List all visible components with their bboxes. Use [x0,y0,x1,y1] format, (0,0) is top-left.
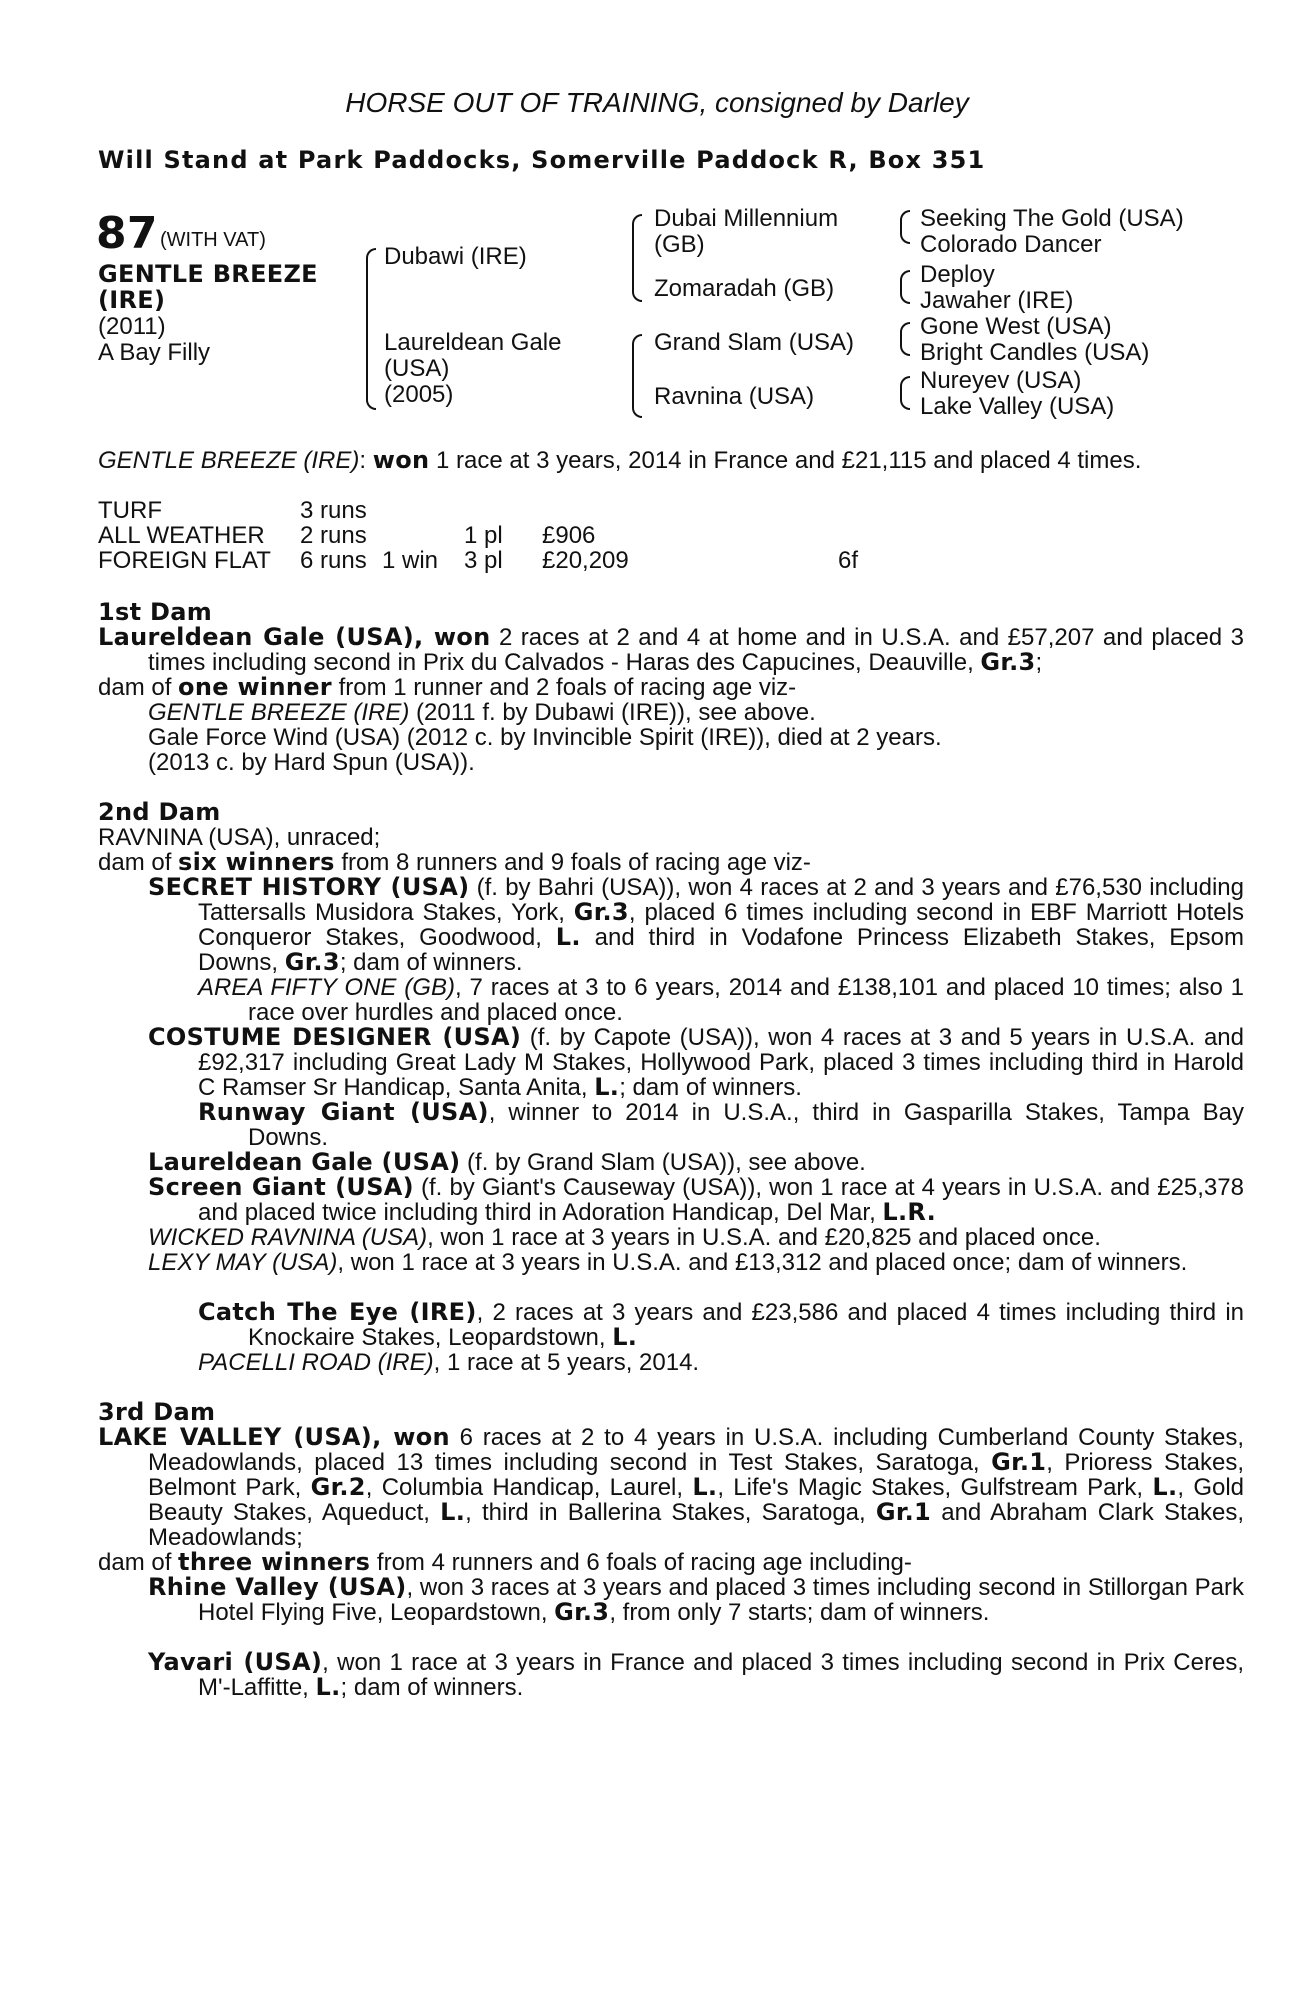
pedigree-sire-sire: Dubai Millennium [654,205,839,232]
progeny-item [148,1250,1244,1275]
progeny-item [198,975,1244,1025]
record-surface: ALL WEATHER [98,522,265,549]
progeny-item [148,1650,1244,1700]
progeny-text: (f. by Giant's Causeway (USA)), won 1 race at 4 years in U.S.A. and £25,378 and placed twice including third in Adoration Handicap, Del Mar, [198,1174,1244,1226]
progeny-text: , 2 races at 3 years and £23,586 and placed 4 times including third in Knockaire Stakes, Leopardstown, [248,1299,1244,1351]
progeny-name: PACELLI ROAD (IRE) [198,1349,434,1376]
winners-count: six winners [178,848,335,876]
progeny-text: (2011 f. by Dubawi (IRE)), see above. [409,699,816,726]
third-dam-produce [98,1550,912,1575]
pedigree-brace [366,332,376,410]
record-surface: TURF [98,497,162,524]
progeny-text: , from only 7 starts; dam of winners. [609,1599,990,1626]
pedigree-brace [900,226,910,244]
progeny-text: , won 1 race at 3 years in France and placed 3 times including second in Prix Ceres, M'-Laffitte, [198,1649,1244,1701]
dam-of-text: from 4 runners and 6 foals of racing age including- [370,1549,912,1576]
second-dam-intro: RAVNINA (USA), unraced; [98,824,381,851]
record-surface: FOREIGN FLAT [98,547,271,574]
progeny-text: , winner to 2014 in U.S.A., third in Gasparilla Stakes, Tampa Bay Downs. [248,1099,1244,1151]
progeny-text: (f. by Grand Slam (USA)), see above. [460,1149,866,1176]
progeny-text: , won 1 race at 3 years in U.S.A. and £13,312 and placed once; dam of winners. [337,1249,1188,1276]
summary-colon: : [359,447,367,474]
progeny-name: AREA FIFTY ONE (GB) [198,974,455,1001]
progeny-name: Rhine Valley (USA) [148,1573,407,1601]
progeny-item: (2013 c. by Hard Spun (USA)). [148,749,475,776]
pedigree-g3: Lake Valley (USA) [920,393,1115,420]
pedigree-g3: Gone West (USA) [920,313,1112,340]
lot-vat: (WITH VAT) [160,229,266,251]
grade-badge: L. [594,1073,620,1101]
third-dam-text: , Columbia Handicap, Laurel, [365,1474,693,1501]
first-dam-heading: 1st Dam [98,598,213,626]
progeny-text: , won 3 races at 3 years and placed 3 times including second in Stillorgan Park Hotel Flying Five, Leopardstown, [198,1574,1244,1626]
progeny-item: Gale Force Wind (USA) (2012 c. by Invincible Spirit (IRE)), died at 2 years. [148,724,942,751]
pedigree-dam: (2005) [384,381,454,408]
third-dam-heading: 3rd Dam [98,1398,216,1426]
pedigree-brace [632,214,642,258]
third-dam-name: LAKE VALLEY (USA) [98,1423,373,1451]
third-dam-text: , third in Ballerina Stakes, Saratoga, [465,1499,876,1526]
pedigree-sire-sire: (GB) [654,231,705,258]
record-wins: 1 win [382,547,439,574]
record-runs: 3 runs [300,497,367,524]
third-dam-text: , Life's Magic Stakes, Gulfstream Park, [717,1474,1153,1501]
second-dam-produce [98,850,811,875]
summary-name: GENTLE BREEZE (IRE) [98,447,360,474]
pedigree-g3: Colorado Dancer [920,231,1102,258]
third-dam-won: , won [372,1423,450,1451]
first-dam-won: , won [413,623,491,651]
first-dam-name: Laureldean Gale (USA) [98,623,414,651]
progeny-text: , placed 6 times including second in EBF Marriott Hotels Conqueror Stakes, Goodwood, [198,899,1244,951]
dam-of-text: from 8 runners and 9 foals of racing age viz- [334,849,811,876]
grade-badge: L. [315,1673,341,1701]
grade-badge: L. [1152,1473,1178,1501]
third-dam-text: 6 races at 2 to 4 years in U.S.A. including Cumberland County Stakes, Meadowlands, placed 13 times including second in Test Stakes, Saratoga, [148,1424,1245,1476]
progeny-text: , 1 race at 5 years, 2014. [433,1349,700,1376]
winners-count: one winner [178,673,332,701]
second-dam-heading: 2nd Dam [98,798,221,826]
progeny-item [148,700,816,725]
grade-badge: Gr.3 [554,1598,610,1626]
progeny-name: WICKED RAVNINA (USA) [148,1224,428,1251]
progeny-text: , won 1 race at 3 years in U.S.A. and £20,825 and placed once. [427,1224,1101,1251]
grade-badge: L. [692,1473,718,1501]
progeny-item [198,1300,1244,1350]
pedigree-brace [366,248,376,334]
progeny-text: ; dam of winners. [339,949,523,976]
progeny-text: (f. by Bahri (USA)), won 4 races at 2 and 3 years and £76,530 including Tattersalls Musidora Stakes, York, [198,874,1244,926]
pedigree-brace [632,334,642,378]
grade-badge: Gr.3 [980,648,1036,676]
pedigree-dam: (USA) [384,355,450,382]
record-placed: 1 pl [464,522,503,549]
progeny-item [148,1150,1244,1175]
record-placed: 3 pl [464,547,503,574]
lot-number: 87 [96,208,158,259]
progeny-item [148,1575,1244,1625]
record-runs: 6 runs [300,547,367,574]
pedigree-g3: Nureyev (USA) [920,367,1082,394]
progeny-item [148,1225,1244,1250]
progeny-name: Screen Giant (USA) [148,1173,414,1201]
pedigree-g3: Jawaher (IRE) [920,287,1074,314]
third-dam-text: and Abraham Clark Stakes, Meadowlands; [148,1499,1244,1551]
header-title: HORSE OUT OF TRAINING, consigned by Darley [345,87,969,118]
header-location: Will Stand at Park Paddocks, Somerville Paddock R, Box 351 [98,146,986,174]
progeny-text: and third in Vodafone Princess Elizabeth Stakes, Epsom Downs, [198,924,1245,976]
grade-badge: Gr.1 [875,1498,932,1526]
third-dam-text: , Prioress Stakes, Belmont Park, [148,1449,1244,1501]
progeny-item [148,875,1244,975]
grade-badge: L. [555,923,581,951]
pedigree-g3: Deploy [920,261,995,288]
pedigree-dam: Laureldean Gale [384,329,562,356]
progeny-text: ; dam of winners. [619,1074,802,1101]
pedigree-g3: Bright Candles (USA) [920,339,1150,366]
progeny-item [148,1025,1244,1100]
progeny-name: Catch The Eye (IRE) [198,1298,477,1326]
first-dam-record [98,625,1244,675]
lot-year: (2011) [98,313,166,340]
lot-name-line2: (IRE) [98,286,166,314]
pedigree-brace [900,338,910,356]
first-dam-text: ; [1035,649,1043,676]
dam-of-label: dam of [98,1549,179,1576]
pedigree-g3: Seeking The Gold (USA) [920,205,1184,232]
third-dam-record [98,1425,1244,1550]
progeny-text: , 7 races at 3 to 6 years, 2014 and £138,101 and placed 10 times; also 1 race over hurdles and placed once. [248,974,1245,1026]
progeny-item [148,1175,1244,1225]
grade-badge: Gr.2 [310,1473,366,1501]
first-dam-text: 2 races at 2 and 4 at home and in U.S.A. and £57,207 and placed 3 times including second in Prix du Calvados - Haras des Capucines, Deauville, [148,624,1244,676]
progeny-name: Laureldean Gale (USA) [148,1148,461,1176]
progeny-name: COSTUME DESIGNER (USA) [148,1023,522,1051]
grade-badge: Gr.3 [284,948,340,976]
race-summary [98,448,1141,473]
lot-name-line1: GENTLE BREEZE [98,260,318,288]
grade-badge: L.R. [882,1198,937,1226]
first-dam-produce [98,675,796,700]
dam-of-label: dam of [98,849,179,876]
record-prize: £906 [542,522,596,549]
grade-badge: L. [440,1498,466,1526]
winners-count: three winners [178,1548,371,1576]
progeny-item [198,1100,1244,1150]
grade-badge: Gr.1 [991,1448,1047,1476]
progeny-item [198,1350,1244,1375]
dam-of-text: from 1 runner and 2 foals of racing age viz- [331,674,797,701]
pedigree-sire-dam: Zomaradah (GB) [654,275,835,302]
summary-won: won [372,446,430,474]
record-runs: 2 runs [300,522,367,549]
grade-badge: L. [612,1323,638,1351]
pedigree-sire: Dubawi (IRE) [384,243,527,270]
progeny-name: Yavari (USA) [148,1648,323,1676]
progeny-name: SECRET HISTORY (USA) [148,873,470,901]
progeny-text: ; dam of winners. [340,1674,524,1701]
dam-of-label: dam of [98,674,179,701]
pedigree-brace [632,256,642,302]
record-distance: 6f [838,547,859,574]
lot-description: A Bay Filly [98,339,211,366]
pedigree-dam-dam: Ravnina (USA) [654,383,815,410]
summary-text: 1 race at 3 years, 2014 in France and £21,115 and placed 4 times. [429,447,1142,474]
progeny-name: LEXY MAY (USA) [148,1249,338,1276]
pedigree-brace [900,392,910,410]
pedigree-dam-sire: Grand Slam (USA) [654,329,855,356]
pedigree-brace [632,376,642,418]
progeny-name: GENTLE BREEZE (IRE) [148,699,410,726]
pedigree-brace [900,286,910,304]
progeny-name: Runway Giant (USA) [198,1098,489,1126]
record-prize: £20,209 [542,547,629,574]
grade-badge: Gr.3 [573,898,629,926]
progeny-text: (f. by Capote (USA)), won 4 races at 3 and 5 years in U.S.A. and £92,317 including Great Lady M Stakes, Hollywood Park, placed 3 times including third in Harold C Ramser Sr Handicap, Santa Anita, [198,1024,1244,1101]
third-dam-text: , Gold Beauty Stakes, Aqueduct, [148,1474,1245,1526]
